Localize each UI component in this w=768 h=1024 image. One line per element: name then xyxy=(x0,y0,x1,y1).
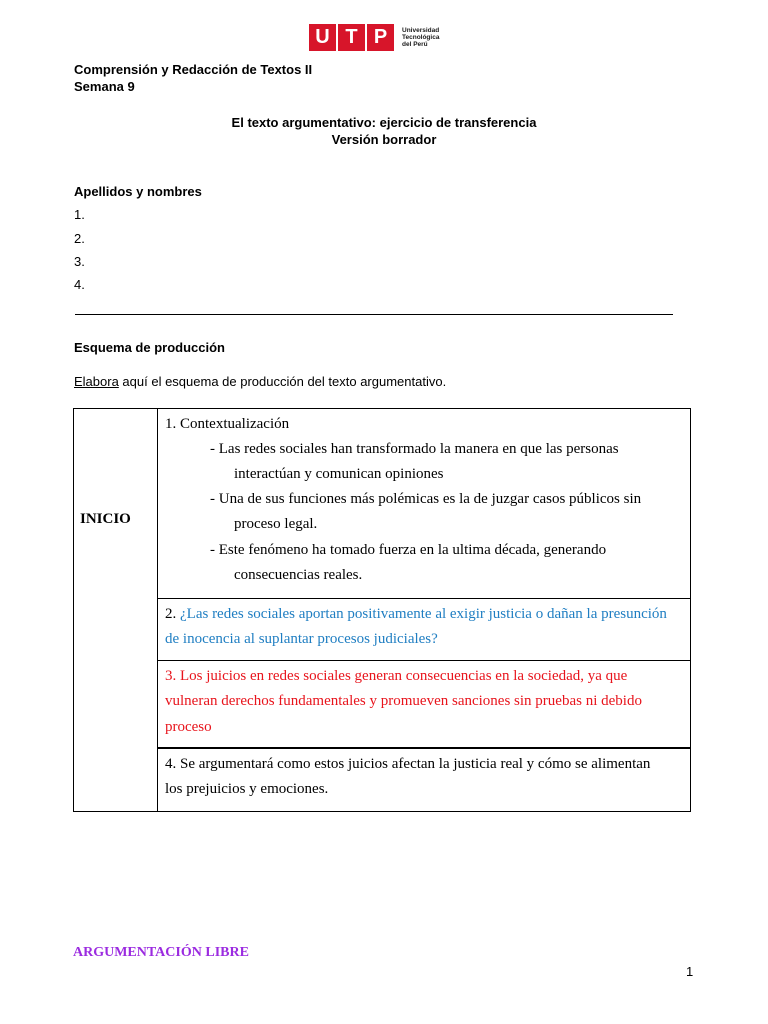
week-label: Semana 9 xyxy=(74,79,135,94)
logo-line-2: Tecnológica xyxy=(402,34,440,41)
logo-university-name xyxy=(402,27,439,48)
document-title: El texto argumentativo: ejercicio de transferencia xyxy=(231,115,537,130)
context-bullet-1-line-1: - Las redes sociales han transformado la manera en que las personas xyxy=(210,441,619,457)
thesis-line-3: proceso xyxy=(165,719,212,735)
section-label-inicio: INICIO xyxy=(80,511,131,527)
production-instruction xyxy=(74,374,446,389)
context-bullet-2-line-2: proceso legal. xyxy=(234,516,318,532)
context-heading: 1. Contextualización xyxy=(165,416,290,432)
question-text-line-1: ¿Las redes sociales aportan positivamente al exigir justicia o dañan la presunción xyxy=(180,606,667,622)
question-line-1 xyxy=(165,606,667,623)
document-subtitle: Versión borrador xyxy=(331,132,437,147)
cell-argument xyxy=(158,749,691,812)
question-number: 2. xyxy=(165,606,180,622)
instruction-text: aquí el esquema de producción del texto argumentativo. xyxy=(118,374,447,389)
context-bullet-3-line-2: consecuencias reales. xyxy=(234,567,363,583)
argument-line-1: 4. Se argumentará como estos juicios afectan la justicia real y cómo se alimentan xyxy=(165,756,651,772)
course-name: Comprensión y Redacción de Textos II xyxy=(74,62,313,77)
logo-letter-u: U xyxy=(309,24,336,51)
logo-letter-p: P xyxy=(367,24,394,51)
cell-thesis xyxy=(158,661,691,749)
logo-line-1: Universidad xyxy=(402,27,440,34)
thesis-line-1: 3. Los juicios en redes sociales generan consecuencias en la sociedad, ya que xyxy=(165,668,628,684)
separator-line xyxy=(75,314,673,315)
section-column xyxy=(74,409,158,811)
thesis-line-2: vulneran derechos fundamentales y promueven sanciones sin pruebas ni debido xyxy=(165,693,642,709)
logo-letter-t: T xyxy=(338,24,365,51)
elabora-link[interactable]: Elabora xyxy=(74,374,119,389)
logo-line-3: del Perú xyxy=(402,41,428,48)
student-item-3: 3. xyxy=(74,254,85,269)
production-heading: Esquema de producción xyxy=(74,340,225,355)
student-item-1: 1. xyxy=(74,207,85,222)
students-label: Apellidos y nombres xyxy=(74,184,202,199)
question-text-line-2: de inocencia al suplantar procesos judiciales? xyxy=(165,631,438,647)
cell-question xyxy=(158,599,691,661)
context-bullet-1-line-2: interactúan y comunican opiniones xyxy=(234,466,444,482)
argument-line-2: los prejuicios y emociones. xyxy=(165,781,329,797)
student-item-4: 4. xyxy=(74,277,85,292)
page-number: 1 xyxy=(686,964,694,979)
context-bullet-2-line-1: - Una de sus funciones más polémicas es la de juzgar casos públicos sin xyxy=(210,491,642,507)
utp-logo xyxy=(309,24,439,51)
production-scheme-table xyxy=(73,408,691,812)
student-item-2: 2. xyxy=(74,231,85,246)
cell-contextualizacion xyxy=(158,409,691,599)
section-title-argumentacion-libre: ARGUMENTACIÓN LIBRE xyxy=(73,945,249,960)
context-bullet-3-line-1: - Este fenómeno ha tomado fuerza en la ultima década, generando xyxy=(210,542,607,558)
